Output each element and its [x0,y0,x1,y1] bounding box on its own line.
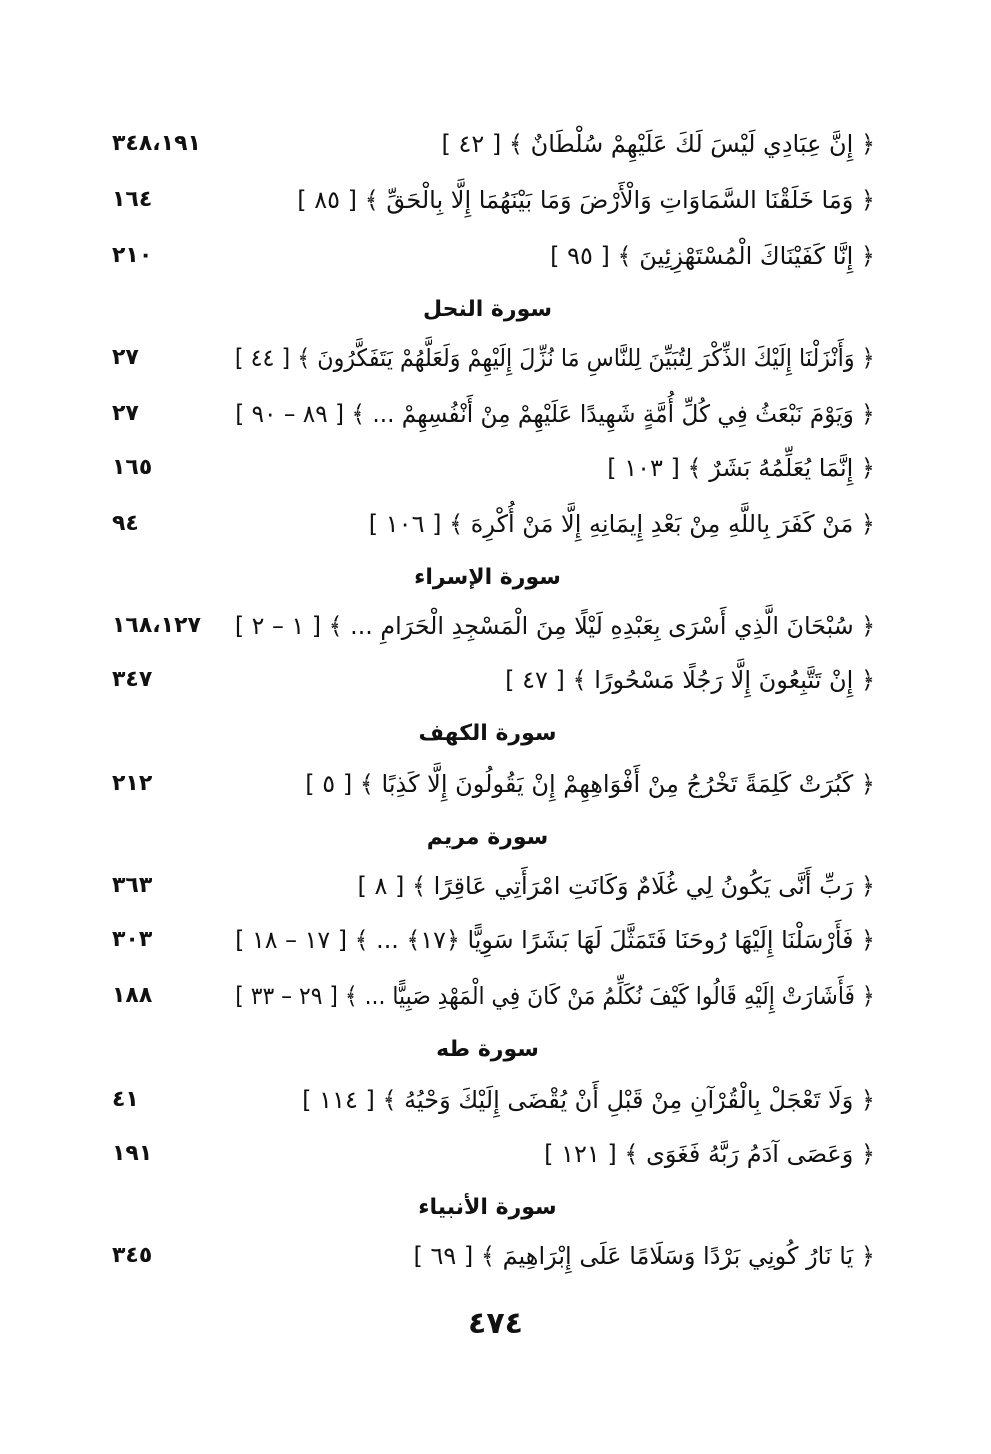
verse-text: ﴿ إِنْ تَتَّبِعُونَ إِلَّا رَجُلًا مَسْحُورًا ﴾ [ ٤٧ ] [505,666,875,694]
index-entry [100,338,875,394]
verse-text: ﴿ وَيَوْمَ نَبْعَثُ فِي كُلِّ أُمَّةٍ شَهِيدًا عَلَيْهِمْ مِنْ أَنْفُسِهِمْ ... ﴾ [ ٨٩ – ٩٠ ] [235,400,875,428]
verse-text: ﴿ وَلَا تَعْجَلْ بِالْقُرْآنِ مِنْ قَبْلِ أَنْ يُقْضَى إِلَيْكَ وَحْيُهُ ﴾ [ ١١٤ ] [302,1086,875,1114]
surah-heading: سورة الكهف [418,721,557,746]
verse-text: ﴿ كَبُرَتْ كَلِمَةً تَخْرُجُ مِنْ أَفْوَاهِهِمْ إِنْ يَقُولُونَ إِلَّا كَذِبًا ﴾ [ ٥ ] [305,770,875,798]
index-entry [100,448,875,504]
page-references: ٩٤ [112,511,139,536]
page-references: ٣٤٧ [112,667,153,692]
verse-text: ﴿ وَمَا خَلَقْنَا السَّمَاوَاتِ وَالْأَرْضَ وَمَا بَيْنَهُمَا إِلَّا بِالْحَقِّ ﴾ [ ٨٥ ] [297,186,875,214]
verse-text: ﴿ فَأَرْسَلْنَا إِلَيْهَا رُوحَنَا فَتَمَثَّلَ لَهَا بَشَرًا سَوِيًّا ﴿١٧﴾ ... ﴾ [ ١٧ – ١٨ ] [235,926,875,954]
index-entry [100,180,875,236]
index-entry [100,236,875,292]
page-references: ٢١٢ [112,771,153,796]
verse-text: ﴿ وَأَنْزَلْنَا إِلَيْكَ الذِّكْرَ لِتُبَيِّنَ لِلنَّاسِ مَا نُزِّلَ إِلَيْهِمْ وَلَعَلَّهُمْ يَتَفَكَّرُونَ ﴾ [ ٤٤ ] [235,344,875,372]
page-references: ١٦٤ [112,187,153,212]
page-references: ٢٧ [112,345,139,370]
page-references: ٤١ [112,1087,139,1112]
index-entry [100,1134,875,1190]
index-entry [100,124,875,180]
verse-text: ﴿ إِنَّ عِبَادِي لَيْسَ لَكَ عَلَيْهِمْ سُلْطَانٌ ﴾ [ ٤٢ ] [441,130,875,158]
page-references: ٣٤٥ [112,1243,153,1268]
page-references: ١٨٨ [112,983,153,1008]
index-entry [100,764,875,820]
index-entry [100,1236,875,1292]
page-references: ٣٤٨،١٩١ [112,131,201,156]
index-entry [100,866,875,922]
page-references: ١٦٥ [112,455,153,480]
verse-text: ﴿ فَأَشَارَتْ إِلَيْهِ قَالُوا كَيْفَ نُكَلِّمُ مَنْ كَانَ فِي الْمَهْدِ صَبِيًّا ... ﴾ [ ٢٩ – ٣٣ ] [235,982,875,1010]
page-references: ٣٦٣ [112,873,153,898]
surah-heading: سورة النحل [422,297,552,322]
index-entry [100,504,875,560]
page-references: ١٩١ [112,1141,153,1166]
index-entry [100,606,875,662]
index-entry [100,1080,875,1136]
page-references: ٢١٠ [112,243,153,268]
index-entry [100,394,875,450]
page-number: ٤٧٤ [468,1306,523,1341]
page-references: ١٦٨،١٢٧ [112,613,201,638]
index-entry [100,660,875,716]
verse-text: ﴿ رَبِّ أَنَّى يَكُونُ لِي غُلَامٌ وَكَانَتِ امْرَأَتِي عَاقِرًا ﴾ [ ٨ ] [357,872,875,900]
index-entry [100,976,875,1032]
surah-heading: سورة الأنبياء [418,1195,557,1220]
page-references: ٢٧ [112,401,139,426]
surah-heading: سورة الإسراء [414,565,561,590]
surah-heading: سورة طه [436,1037,539,1062]
index-entry [100,920,875,976]
verse-text: ﴿ إِنَّا كَفَيْنَاكَ الْمُسْتَهْزِئِينَ ﴾ [ ٩٥ ] [550,242,875,270]
page-references: ٣٠٣ [112,927,153,952]
verse-text: ﴿ مَنْ كَفَرَ بِاللَّهِ مِنْ بَعْدِ إِيمَانِهِ إِلَّا مَنْ أُكْرِهَ ﴾ [ ١٠٦ ] [368,510,875,538]
surah-heading: سورة مريم [426,825,549,850]
verse-text: ﴿ وَعَصَى آدَمُ رَبَّهُ فَغَوَى ﴾ [ ١٢١ ] [544,1140,875,1168]
verse-text: ﴿ إِنَّمَا يُعَلِّمُهُ بَشَرٌ ﴾ [ ١٠٣ ] [607,454,875,482]
verse-text: ﴿ يَا نَارُ كُونِي بَرْدًا وَسَلَامًا عَلَى إِبْرَاهِيمَ ﴾ [ ٦٩ ] [413,1242,875,1270]
verse-text: ﴿ سُبْحَانَ الَّذِي أَسْرَى بِعَبْدِهِ لَيْلًا مِنَ الْمَسْجِدِ الْحَرَامِ ... ﴾ [ ١ – ٢ ] [234,612,875,640]
